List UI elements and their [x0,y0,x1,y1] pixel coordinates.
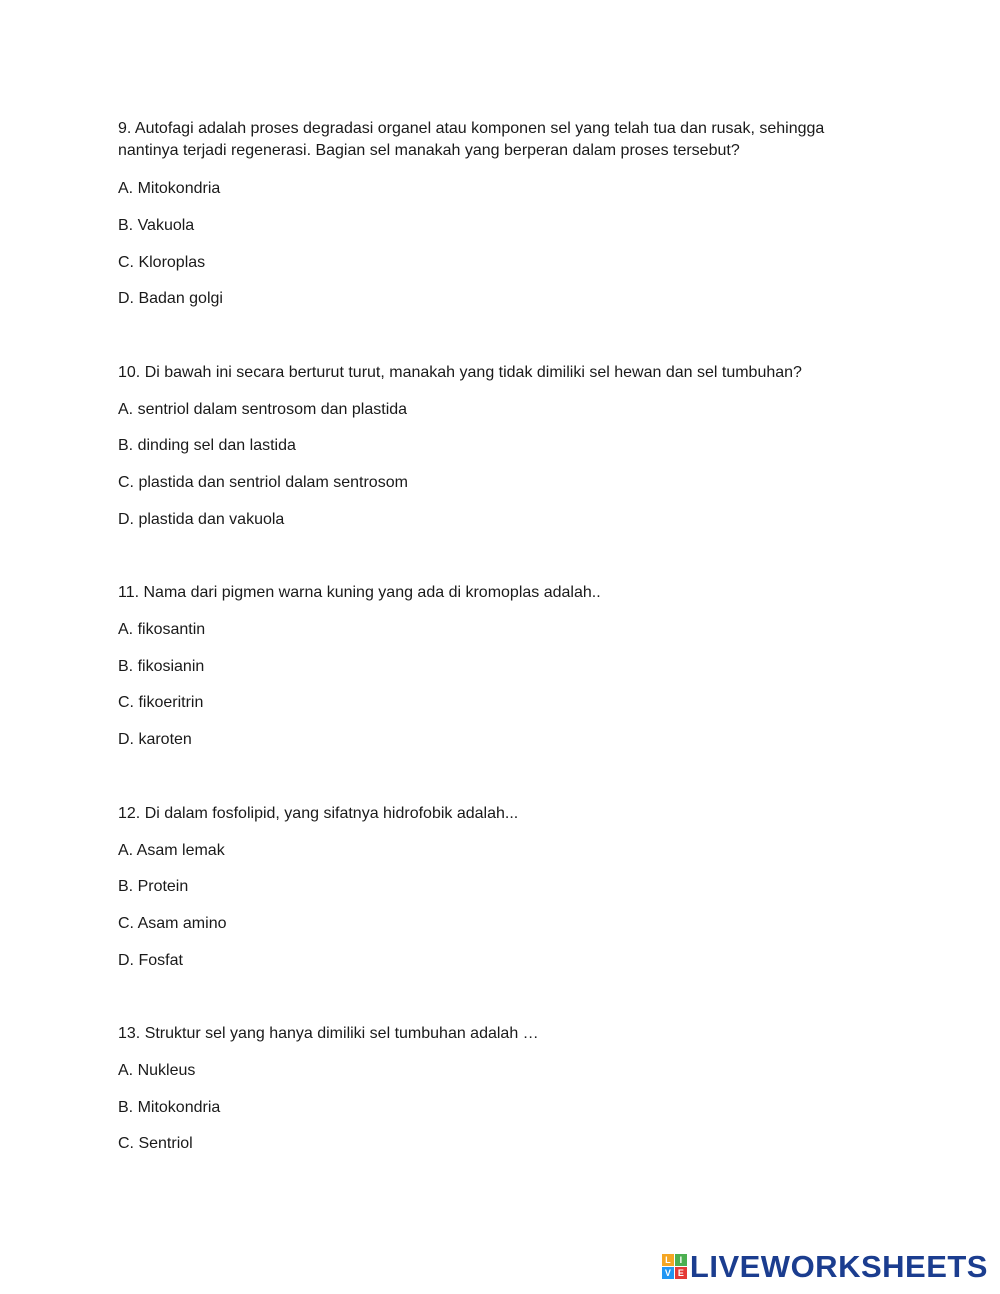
question-13-option-a: A. Nukleus [118,1062,196,1079]
question-12-option-d: D. Fosfat [118,952,183,969]
question-11-option-b: B. fikosianin [118,658,205,675]
question-10-option-a: A. sentriol dalam sentrosom dan plastida [118,401,408,418]
question-12-option-a: A. Asam lemak [118,842,225,859]
logo-mark-e: E [675,1267,687,1279]
question-11-option-a: A. fikosantin [118,621,206,638]
question-13-option-b: B. Mitokondria [118,1099,221,1116]
question-11-option-c: C. fikoeritrin [118,694,204,711]
question-9-option-c: C. Kloroplas [118,254,206,271]
question-10-option-b: B. dinding sel dan lastida [118,437,296,454]
question-11-option-d: D. karoten [118,731,192,748]
liveworksheets-mark-icon [662,1254,687,1279]
logo-mark-i: I [675,1254,687,1266]
question-13-option-c: C. Sentriol [118,1135,193,1152]
question-9-option-a: A. Mitokondria [118,180,221,197]
question-13-text: 13. Struktur sel yang hanya dimiliki sel tumbuhan adalah … [118,1025,539,1042]
question-11-text: 11. Nama dari pigmen warna kuning yang ada di kromoplas adalah.. [118,584,601,601]
question-10-option-c: C. plastida dan sentriol dalam sentrosom [118,474,408,491]
question-10-option-d: D. plastida dan vakuola [118,511,285,528]
question-9-text: 9. Autofagi adalah proses degradasi organel atau komponen sel yang telah tua dan rusak, sehingga nantinya terjadi regenerasi. Bagian sel manakah yang berperan dalam proses tersebut? [118,120,825,159]
question-12-option-c: C. Asam amino [118,915,227,932]
question-12-option-b: B. Protein [118,878,189,895]
logo-mark-v: V [662,1267,674,1279]
question-9-option-b: B. Vakuola [118,217,195,234]
question-10-text: 10. Di bawah ini secara berturut turut, manakah yang tidak dimiliki sel hewan dan sel tumbuhan? [118,364,802,381]
liveworksheets-wordmark: LIVEWORKSHEETS [689,1249,988,1284]
question-12-text: 12. Di dalam fosfolipid, yang sifatnya hidrofobik adalah... [118,805,519,822]
logo-mark-l: L [662,1254,674,1266]
liveworksheets-logo [662,1251,988,1282]
question-9-option-d: D. Badan golgi [118,290,223,307]
